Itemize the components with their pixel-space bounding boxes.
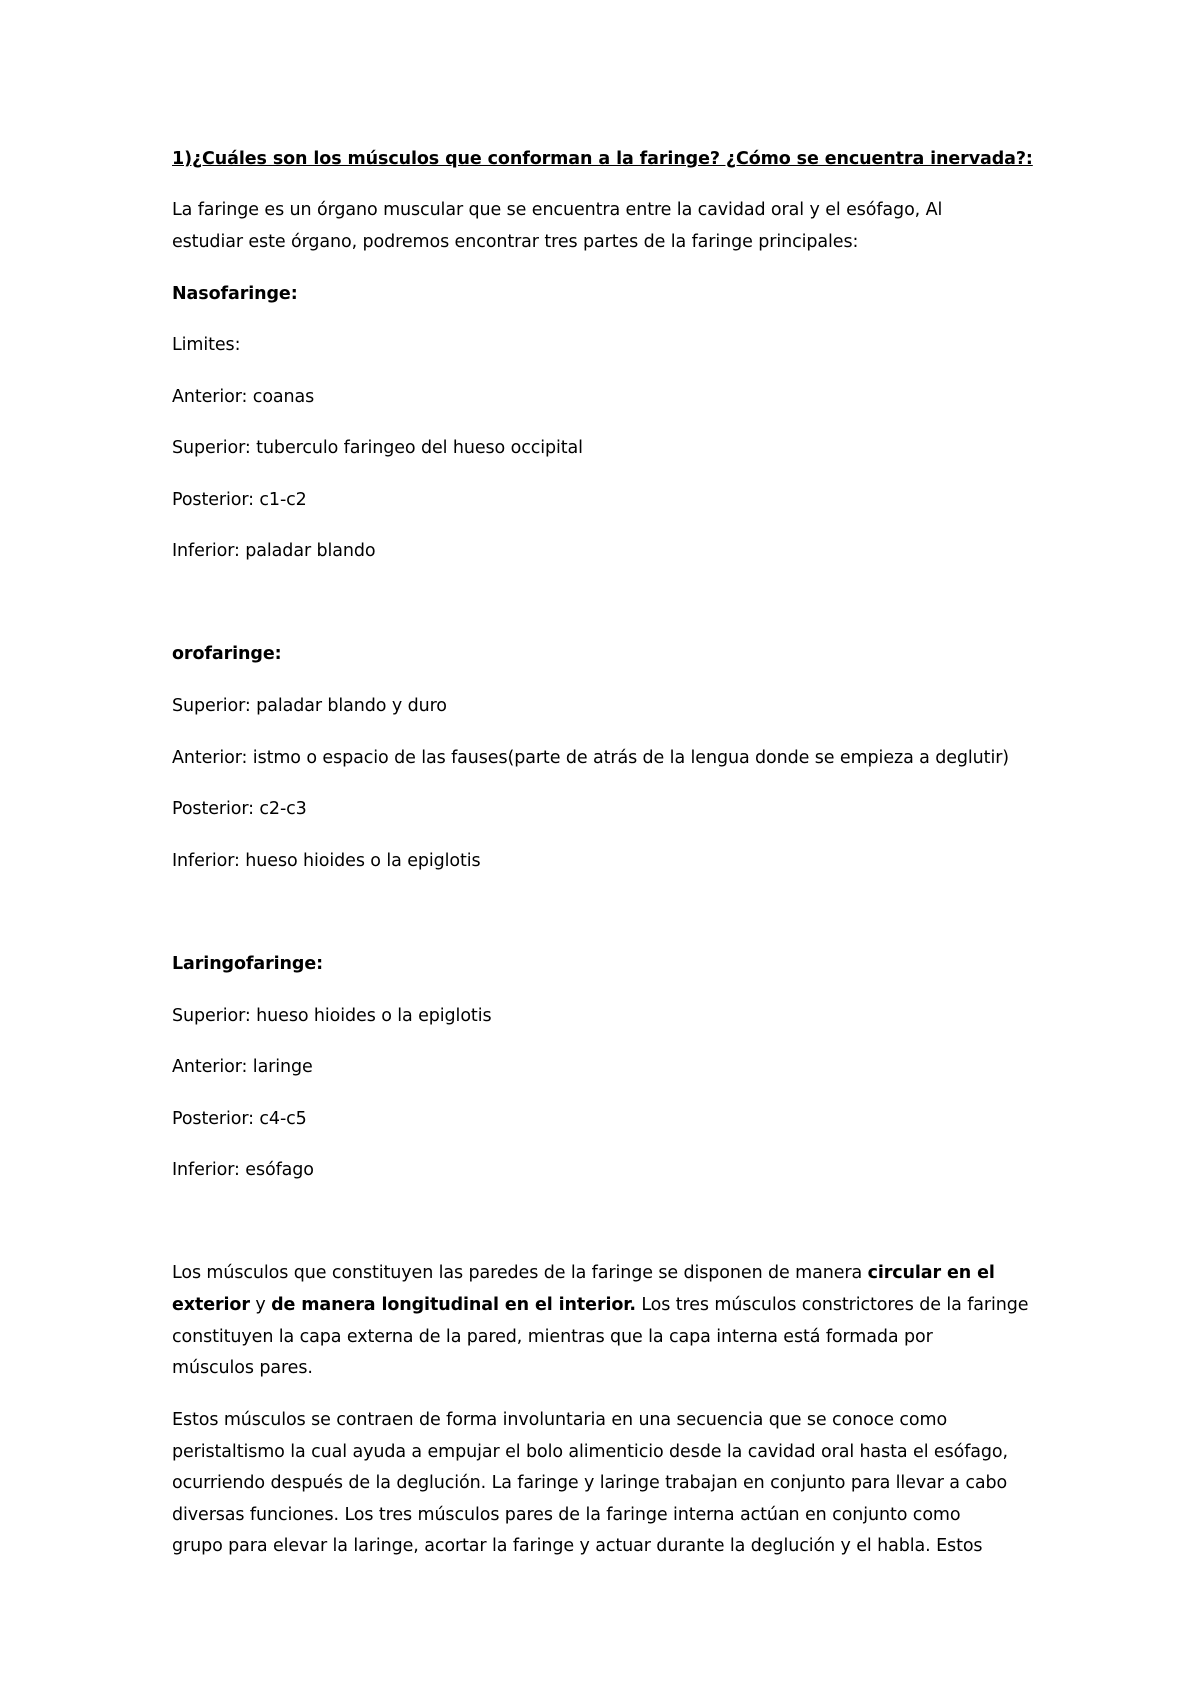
laringofaringe-posterior: Posterior: c4-c5 bbox=[172, 1109, 307, 1129]
section-heading-laringofaringe: Laringofaringe: bbox=[172, 954, 324, 974]
paragraph1-bold: circular en el bbox=[867, 1263, 995, 1283]
paragraph2-line-1: Estos músculos se contraen de forma involuntaria en una secuencia que se conoce como bbox=[172, 1410, 948, 1430]
paragraph1-line-4: músculos pares. bbox=[172, 1358, 313, 1378]
nasofaringe-anterior: Anterior: coanas bbox=[172, 387, 315, 407]
paragraph1-text: y bbox=[249, 1295, 272, 1315]
laringofaringe-inferior: Inferior: esófago bbox=[172, 1160, 314, 1180]
orofaringe-posterior: Posterior: c2-c3 bbox=[172, 799, 307, 819]
document-title: 1)¿Cuáles son los músculos que conforman a la faringe? ¿Cómo se encuentra inervada?: bbox=[172, 149, 1033, 169]
section-heading-nasofaringe: Nasofaringe: bbox=[172, 284, 298, 304]
orofaringe-inferior: Inferior: hueso hioides o la epiglotis bbox=[172, 851, 481, 871]
paragraph1-bold: exterior bbox=[172, 1295, 250, 1315]
paragraph1-line-1 bbox=[172, 1263, 995, 1283]
laringofaringe-superior: Superior: hueso hioides o la epiglotis bbox=[172, 1006, 492, 1026]
paragraph1-text: Los tres músculos constrictores de la faringe bbox=[635, 1295, 1029, 1315]
nasofaringe-superior: Superior: tuberculo faringeo del hueso occipital bbox=[172, 438, 583, 458]
limits-label: Limites: bbox=[172, 335, 241, 355]
section-heading-orofaringe: orofaringe: bbox=[172, 644, 282, 664]
paragraph1-line-2 bbox=[172, 1295, 1028, 1315]
nasofaringe-posterior: Posterior: c1-c2 bbox=[172, 490, 307, 510]
paragraph2-line-5: grupo para elevar la laringe, acortar la faringe y actuar durante la deglución y el habla. Estos bbox=[172, 1536, 983, 1556]
nasofaringe-inferior: Inferior: paladar blando bbox=[172, 541, 376, 561]
paragraph1-line-3: constituyen la capa externa de la pared, mientras que la capa interna está formada por bbox=[172, 1327, 933, 1347]
paragraph2-line-2: peristaltismo la cual ayuda a empujar el bolo alimenticio desde la cavidad oral hasta el esófago, bbox=[172, 1442, 1008, 1462]
orofaringe-superior: Superior: paladar blando y duro bbox=[172, 696, 447, 716]
intro-line-2: estudiar este órgano, podremos encontrar tres partes de la faringe principales: bbox=[172, 232, 859, 252]
intro-line-1: La faringe es un órgano muscular que se encuentra entre la cavidad oral y el esófago, Al bbox=[172, 200, 943, 220]
laringofaringe-anterior: Anterior: laringe bbox=[172, 1057, 313, 1077]
paragraph2-line-3: ocurriendo después de la deglución. La faringe y laringe trabajan en conjunto para llevar a cabo bbox=[172, 1473, 1008, 1493]
paragraph2-line-4: diversas funciones. Los tres músculos pares de la faringe interna actúan en conjunto como bbox=[172, 1505, 961, 1525]
orofaringe-anterior: Anterior: istmo o espacio de las fauses(parte de atrás de la lengua donde se empieza a deglutir) bbox=[172, 748, 1010, 768]
paragraph1-text: Los músculos que constituyen las paredes de la faringe se disponen de manera bbox=[172, 1263, 868, 1283]
paragraph1-bold: de manera longitudinal en el interior. bbox=[271, 1295, 636, 1315]
